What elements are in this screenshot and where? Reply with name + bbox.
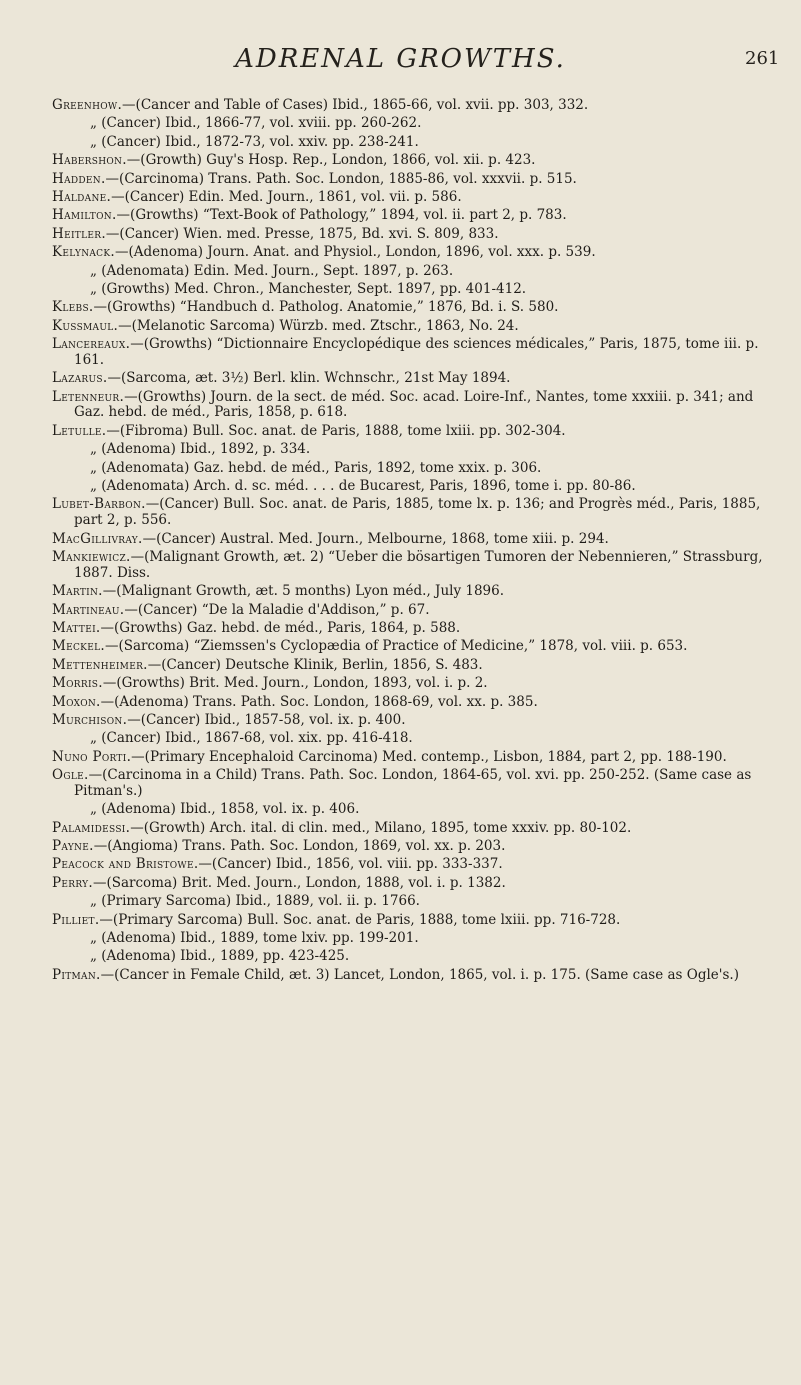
reference-text: „ (Adenomata) Arch. d. sc. méd. . . . de Bucarest, Paris, 1896, tome i. pp. 80-86. (90, 478, 636, 495)
reference-entry (52, 821, 782, 837)
reference-author: Pilliet. (52, 911, 100, 928)
reference-entry (52, 894, 782, 910)
reference-text: „ (Adenomata) Edin. Med. Journ., Sept. 1897, p. 263. (90, 262, 454, 279)
reference-entry (52, 424, 782, 440)
reference-entry (52, 750, 782, 766)
reference-text: —(Primary Sarcoma) Bull. Soc. anat. de Paris, 1888, tome lxiii. pp. 716-728. (99, 911, 621, 928)
reference-author: Mankiewicz. (52, 548, 131, 565)
reference-entry (52, 913, 782, 929)
reference-author: Haldane. (52, 188, 112, 205)
reference-entry (52, 550, 782, 582)
reference-author: Nuno Porti. (52, 748, 132, 765)
reference-text: —(Cancer in Female Child, æt. 3) Lancet, London, 1865, vol. i. p. 175. (Same case as Ogle's.) (100, 966, 739, 983)
reference-text: —(Malignant Growth, æt. 5 months) Lyon méd., July 1896. (102, 583, 505, 600)
reference-entry (52, 479, 782, 495)
reference-author: Letulle. (52, 422, 107, 439)
reference-entry (52, 731, 782, 747)
reference-entry (52, 116, 782, 132)
reference-text: —(Growths) Journ. de la sect. de méd. Soc. acad. Loire-Inf., Nantes, tome xxxiii. p. 341; and Gaz. hebd. de méd., Paris, 1858, p. 618. (74, 388, 754, 421)
reference-text: —(Cancer) Ibid., 1856, vol. viii. pp. 333-337. (198, 856, 503, 873)
reference-entry (52, 282, 782, 298)
reference-text: —(Malignant Growth, æt. 2) “Ueber die bösartigen Tumoren der Nebennieren,” Strassburg, 1887. Diss. (74, 548, 763, 581)
reference-entry (52, 949, 782, 965)
reference-entry (52, 802, 782, 818)
reference-text: —(Adenoma) Journ. Anat. and Physiol., London, 1896, vol. xxx. p. 539. (114, 244, 596, 261)
reference-text: —(Sarcoma) “Ziemssen's Cyclopædia of Practice of Medicine,” 1878, vol. viii. p. 653. (104, 638, 688, 655)
reference-entry (52, 621, 782, 637)
reference-entry (52, 153, 782, 169)
reference-author: Payne. (52, 838, 94, 855)
reference-entry (52, 931, 782, 947)
reference-text: —(Sarcoma) Brit. Med. Journ., London, 1888, vol. i. p. 1382. (92, 874, 506, 891)
reference-author: Ogle. (52, 767, 89, 784)
page-number: 261 (745, 48, 780, 69)
reference-author: Kussmaul. (52, 317, 119, 334)
reference-author: Heitler. (52, 225, 106, 242)
reference-author: MacGillivray. (52, 530, 143, 547)
reference-text: —(Sarcoma, æt. 3½) Berl. klin. Wchnschr., 21st May 1894. (107, 370, 511, 387)
reference-author: Hadden. (52, 170, 106, 187)
reference-entry (52, 319, 782, 335)
reference-list (52, 98, 782, 986)
reference-entry (52, 442, 782, 458)
reference-text: „ (Adenomata) Gaz. hebd. de méd., Paris, 1892, tome xxix. p. 306. (90, 459, 542, 476)
reference-text: —(Growth) Arch. ital. di clin. med., Milano, 1895, tome xxxiv. pp. 80-102. (130, 819, 632, 836)
reference-text: —(Cancer) Bull. Soc. anat. de Paris, 1885, tome lx. p. 136; and Progrès méd., Paris, 1885, part 2, p. 556. (74, 496, 761, 529)
reference-author: Pitman. (52, 966, 101, 983)
reference-entry (52, 857, 782, 873)
reference-entry (52, 695, 782, 711)
reference-author: Martineau. (52, 601, 125, 618)
reference-text: —(Angioma) Trans. Path. Soc. London, 1869, vol. xx. p. 203. (93, 838, 506, 855)
reference-entry (52, 300, 782, 316)
reference-entry (52, 264, 782, 280)
reference-author: Perry. (52, 874, 93, 891)
reference-text: —(Cancer) Deutsche Klinik, Berlin, 1856, S. 483. (147, 656, 483, 673)
reference-entry (52, 190, 782, 206)
reference-entry (52, 968, 782, 984)
reference-text: —(Cancer) Wien. med. Presse, 1875, Bd. xvi. S. 809, 833. (105, 225, 499, 242)
reference-author: Meckel. (52, 638, 105, 655)
reference-text: —(Primary Encephaloid Carcinoma) Med. contemp., Lisbon, 1884, part 2, pp. 188-190. (131, 748, 727, 765)
reference-text: „ (Primary Sarcoma) Ibid., 1889, vol. ii. p. 1766. (90, 893, 420, 910)
reference-text: —(Growths) Gaz. hebd. de méd., Paris, 1864, p. 588. (100, 619, 461, 636)
reference-entry (52, 584, 782, 600)
reference-text: —(Cancer) Ibid., 1857-58, vol. ix. p. 400. (127, 711, 406, 728)
reference-entry (52, 658, 782, 674)
reference-text: —(Cancer) “De la Maladie d'Addison,” p. 67. (124, 601, 430, 618)
reference-text: „ (Growths) Med. Chron., Manchester, Sept. 1897, pp. 401-412. (90, 280, 527, 297)
reference-text: —(Carcinoma in a Child) Trans. Path. Soc. London, 1864-65, vol. xvi. pp. 250-252. (Same case as Pitman's.) (74, 767, 752, 799)
reference-author: Mettenheimer. (52, 656, 148, 673)
reference-entry (52, 532, 782, 548)
reference-text: —(Growths) “Dictionnaire Encyclopédique des sciences médicales,” Paris, 1875, tome iii. p. 161. (74, 336, 759, 368)
reference-entry (52, 876, 782, 892)
reference-text: —(Adenoma) Trans. Path. Soc. London, 1868-69, vol. xx. p. 385. (100, 693, 538, 710)
reference-author: Lancereaux. (52, 336, 131, 353)
reference-text: —(Growths) Brit. Med. Journ., London, 1893, vol. i. p. 2. (102, 675, 488, 692)
reference-text: „ (Adenoma) Ibid., 1892, p. 334. (90, 441, 311, 458)
reference-text: „ (Adenoma) Ibid., 1858, vol. ix. p. 406. (90, 801, 360, 818)
running-title: ADRENAL GROWTHS. (235, 44, 566, 74)
reference-author: Hamilton. (52, 207, 117, 224)
reference-entry (52, 461, 782, 477)
reference-text: —(Fibroma) Bull. Soc. anat. de Paris, 1888, tome lxiii. pp. 302-304. (106, 422, 566, 439)
reference-text: —(Cancer) Austral. Med. Journ., Melbourne, 1868, tome xiii. p. 294. (142, 530, 609, 547)
reference-text: —(Cancer and Table of Cases) Ibid., 1865-66, vol. xvii. pp. 303, 332. (122, 97, 589, 113)
reference-entry (52, 245, 782, 261)
reference-author: Moxon. (52, 693, 101, 710)
reference-entry (52, 497, 782, 529)
reference-text: —(Growths) “Handbuch d. Patholog. Anatomie,” 1876, Bd. i. S. 580. (93, 299, 559, 316)
reference-author: Letenneur. (52, 388, 125, 405)
reference-entry (52, 639, 782, 655)
reference-author: Palamidessi. (52, 819, 131, 836)
reference-entry (52, 768, 782, 800)
reference-author: Murchison. (52, 711, 128, 728)
reference-entry (52, 135, 782, 151)
reference-entry (52, 98, 782, 114)
reference-author: Mattei. (52, 619, 101, 636)
reference-text: —(Growth) Guy's Hosp. Rep., London, 1866, vol. xii. p. 423. (126, 152, 536, 169)
reference-author: Martin. (52, 583, 103, 600)
reference-author: Klebs. (52, 299, 94, 316)
reference-text: —(Cancer) Edin. Med. Journ., 1861, vol. vii. p. 586. (111, 188, 462, 205)
reference-entry (52, 172, 782, 188)
reference-entry (52, 227, 782, 243)
reference-entry (52, 371, 782, 387)
reference-text: —(Carcinoma) Trans. Path. Soc. London, 1885-86, vol. xxxvii. p. 515. (105, 170, 577, 187)
reference-text: —(Melanotic Sarcoma) Würzb. med. Ztschr., 1863, No. 24. (118, 317, 519, 334)
reference-text: „ (Cancer) Ibid., 1867-68, vol. xix. pp. 416-418. (90, 730, 413, 747)
reference-author: Lazarus. (52, 370, 108, 387)
reference-entry (52, 676, 782, 692)
reference-text: —(Growths) “Text-Book of Pathology,” 1894, vol. ii. part 2, p. 783. (116, 207, 567, 224)
reference-author: Peacock and Bristowe. (52, 856, 199, 873)
reference-text: „ (Cancer) Ibid., 1872-73, vol. xxiv. pp. 238-241. (90, 133, 419, 150)
reference-author: Morris. (52, 675, 103, 692)
reference-entry (52, 839, 782, 855)
reference-text: „ (Adenoma) Ibid., 1889, tome lxiv. pp. 199-201. (90, 930, 419, 946)
reference-author: Lubet-Barbon. (52, 496, 146, 513)
reference-entry (52, 603, 782, 619)
reference-author: Greenhow. (52, 97, 123, 113)
reference-text: „ (Adenoma) Ibid., 1889, pp. 423-425. (90, 948, 350, 965)
reference-entry (52, 713, 782, 729)
reference-entry (52, 208, 782, 224)
reference-text: „ (Cancer) Ibid., 1866-77, vol. xviii. pp. 260-262. (90, 115, 422, 132)
reference-author: Kelynack. (52, 244, 115, 261)
reference-entry (52, 337, 782, 369)
reference-author: Habershon. (52, 152, 127, 169)
reference-entry (52, 390, 782, 422)
